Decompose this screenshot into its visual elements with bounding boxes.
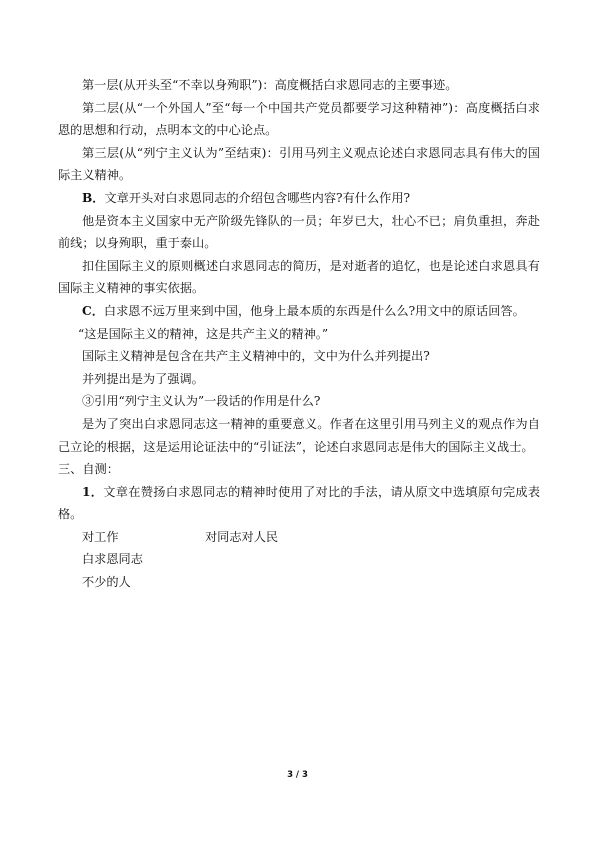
question-3: ③引用“列宁主义认为”一段话的作用是什么? [82,394,321,409]
paragraph-layer-2: 第二层(从“一个外国人”至“每一个中国共产党员都要学习这种精神”)：高度概括白求恩的思想和行动，点明本文的中心论点。 [58,100,540,138]
question-c-label: C． [82,303,104,318]
answer-3: 是为了突出白求恩同志这一精神的重要意义。作者在这里引用马列主义的观点作为自己立论的根据，这是运用论证法中的“引证法”，论述白求恩同志是伟大的国际主义战士。 [58,416,540,454]
question-c-text: 白求恩不远万里来到中国，他身上最本质的东西是什么么?用文中的原话回答。 [103,303,525,318]
document-body [58,74,540,594]
table-header-row [58,526,540,549]
test-question-1-label: 1． [82,484,104,499]
page-number: 3 / 3 [287,770,308,780]
answer-c: “这是国际主义的精神，这是共产主义的精神。” [78,326,329,341]
table-row-many-people [58,571,540,594]
table-row-label-bethune: 白求恩同志 [82,552,143,567]
answer-b-2: 扣住国际主义的原则概述白求恩同志的简历，是对逝者的追忆，也是论述白求恩具有国际主义精神的事实依据。 [58,258,540,296]
table-header-work: 对工作 [82,529,119,544]
question-b-label: B． [82,190,105,205]
test-question-1-text: 文章在赞扬白求恩同志的精神时使用了对比的手法，请从原文中选填原句完成表格。 [58,484,541,522]
table-row-label-many-people: 不少的人 [82,575,131,590]
question-b [58,187,540,210]
section-self-test-heading: 三、自测： [58,462,119,477]
question-b-text: 文章开头对白求恩同志的介绍包含哪些内容?有什么作用? [104,190,411,205]
table-row-bethune [58,548,540,571]
paragraph-layer-1: 第一层(从开头至“不幸以身殉职”)：高度概括白求恩同志的主要事迹。 [82,78,458,92]
paragraph-layer-3: 第三层(从“列宁主义认为”至结束)：引用马列主义观点论述白求恩同志具有伟大的国际主义精神。 [58,145,540,183]
table-header-comrades-people: 对同志对人民 [205,529,279,544]
answer-2: 并列提出是为了强调。 [82,371,204,386]
question-2: 国际主义精神是包含在共产主义精神中的，文中为什么并列提出? [82,349,430,364]
question-c [58,300,540,323]
test-question-1 [58,481,540,526]
answer-b-1: 他是资本主义国家中无产阶级先锋队的一员；年岁已大，壮心不已；肩负重担，奔赴前线；以身殉职，重于泰山。 [58,213,540,251]
